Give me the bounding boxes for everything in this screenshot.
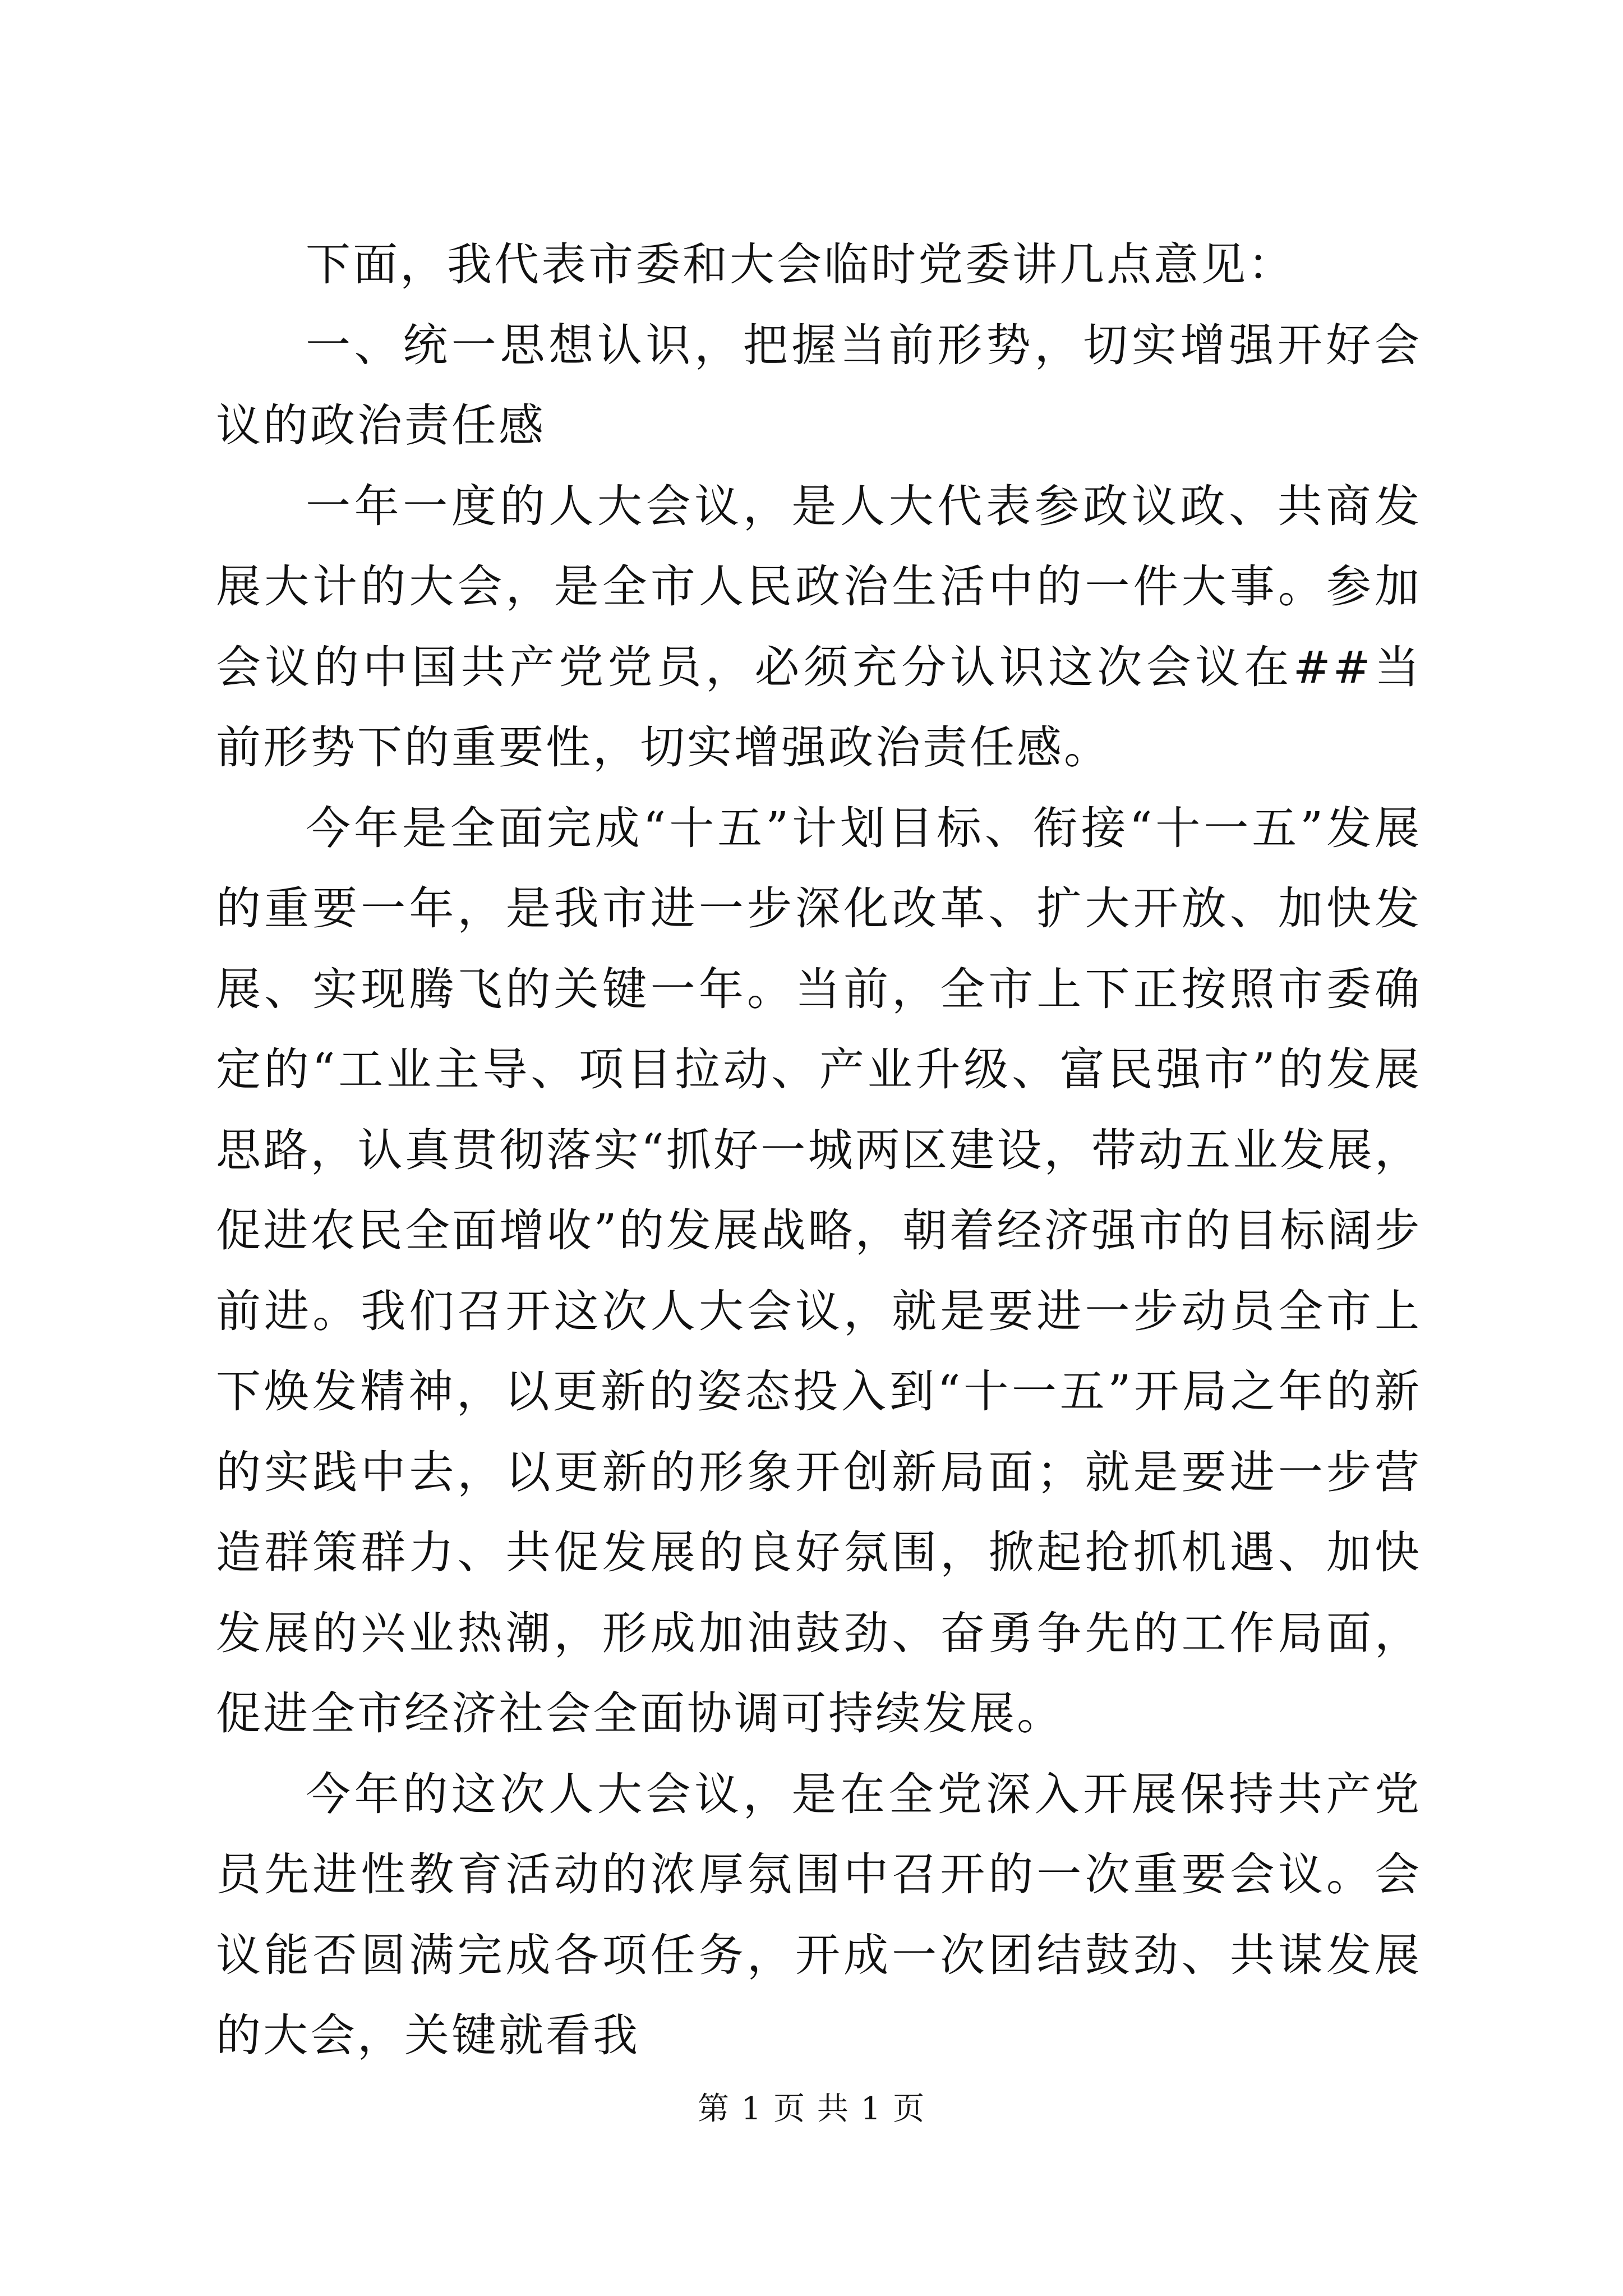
body-paragraph: 一年一度的人大会议，是人大代表参政议政、共商发展大计的大会，是全市人民政治生活中的一件大事。参加会议的中国共产党党员，必须充分认识这次会议在##当前形势下的重要性，切实增强政治责任感。	[216, 480, 1422, 774]
intro-paragraph: 下面，我代表市委和大会临时党委讲几点意见：	[306, 238, 1295, 291]
document-body	[216, 224, 1422, 2076]
body-paragraph: 今年是全面完成“十五”计划目标、衔接“十一五”发展的重要一年，是我市进一步深化改革、扩大开放、加快发展、实现腾飞的关键一年。当前，全市上下正按照市委确定的“工业主导、项目拉动、产业升级、富民强市”的发展思路，认真贯彻落实“抓好一城两区建设，带动五业发展，促进农民全面增收”的发展战略，朝着经济强市的目标阔步前进。我们召开这次人大会议，就是要进一步动员全市上下焕发精神，以更新的姿态投入到“十一五”开局之年的新的实践中去，以更新的形象开创新局面；就是要进一步营造群策群力、共促发展的良好氛围，掀起抢抓机遇、加快发展的兴业热潮，形成加油鼓劲、奋勇争先的工作局面，促进全市经济社会全面协调可持续发展。	[216, 802, 1422, 1740]
page-number-footer: 第 1 页 共 1 页	[697, 2091, 926, 2127]
section-heading: 一、统一思想认识，把握当前形势，切实增强开好会议的政治责任感	[216, 319, 1422, 452]
body-paragraph: 今年的这次人大会议，是在全党深入开展保持共产党员先进性教育活动的浓厚氛围中召开的一次重要会议。会议能否圆满完成各项任务，开成一次团结鼓劲、共谋发展的大会，关键就看我	[216, 1768, 1422, 2062]
